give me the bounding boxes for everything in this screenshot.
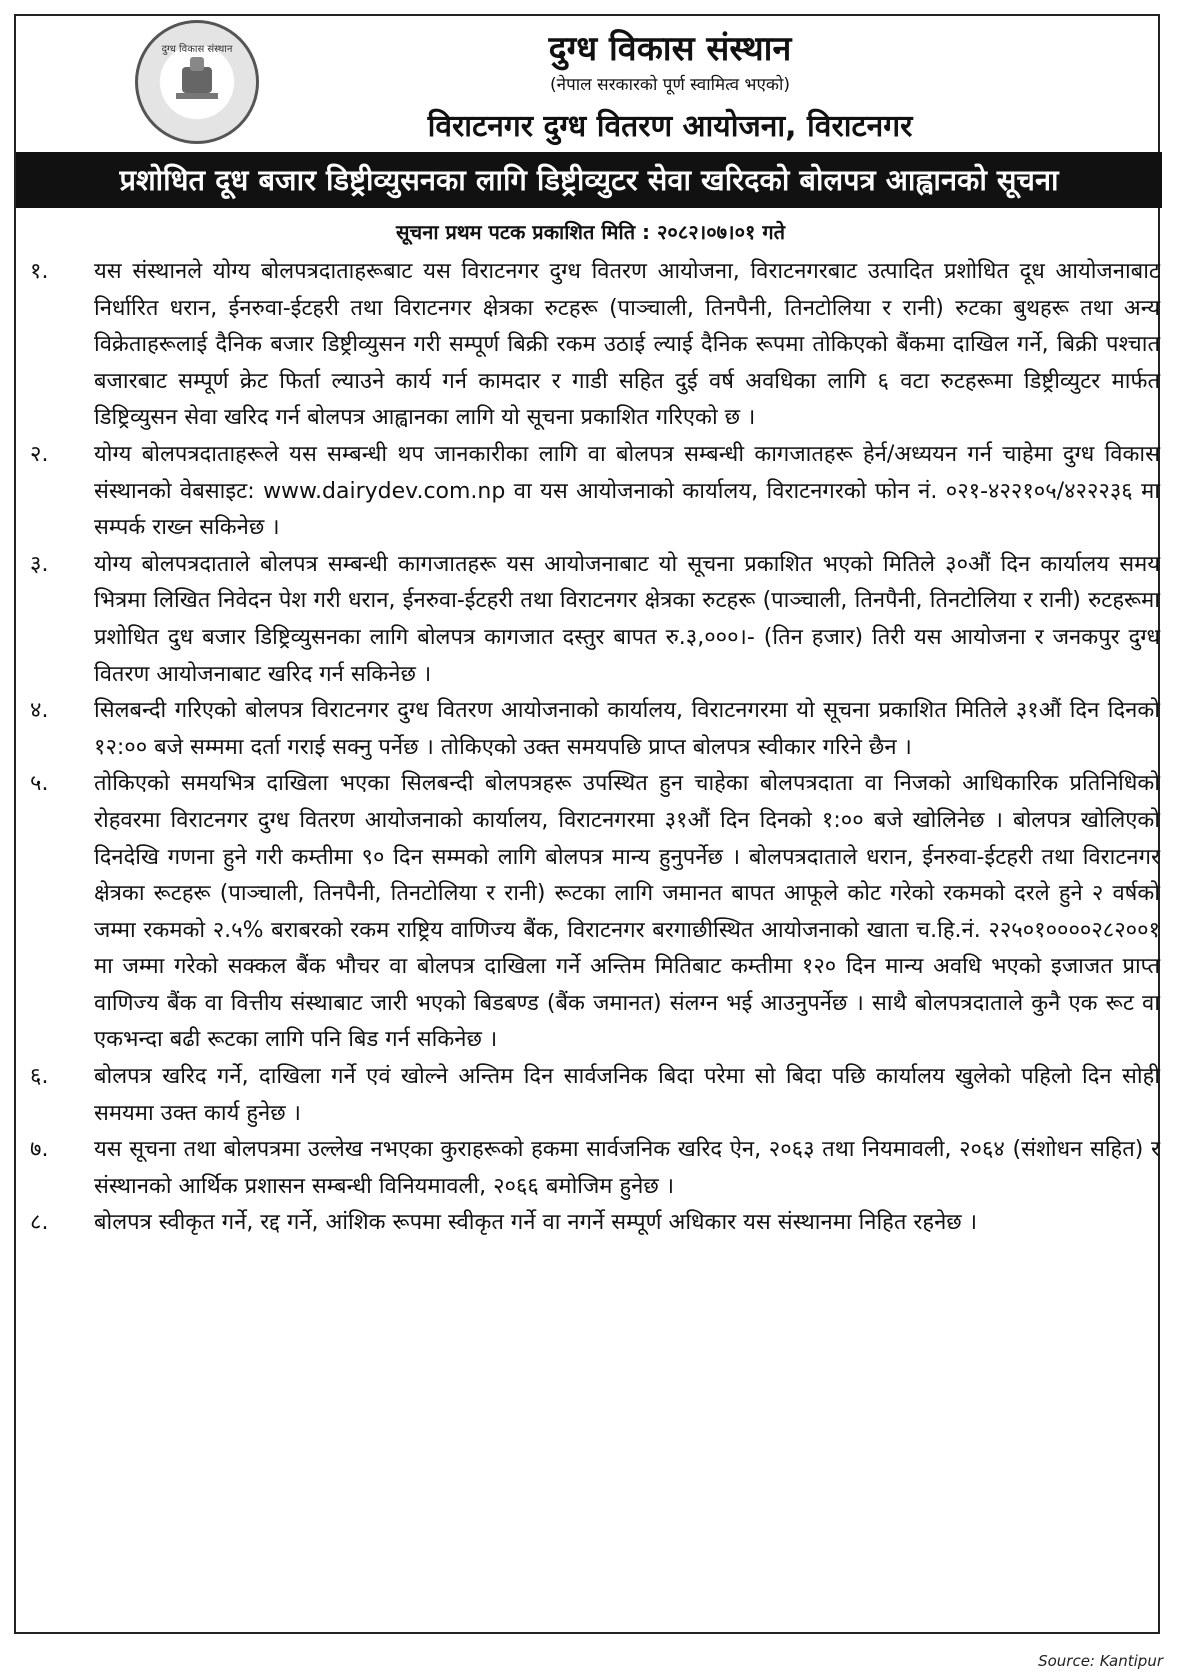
- item-text: यस सूचना तथा बोलपत्रमा उल्लेख नभएका कुराहरूको हकमा सार्वजनिक खरिद ऐन, २०६३ तथा नियमावली, २०६४ (संशोधन सहित) र संस्थानको आर्थिक प्रशासन सम्बन्धी विनियमावली, २०६६ बमोजिम हुनेछ ।: [94, 1137, 1160, 1199]
- source-credit: Source: Kantipur: [1038, 1652, 1163, 1670]
- notice-item-8: [30, 1205, 1160, 1242]
- ownership-note: (नेपाल सरकारको पूर्ण स्वामित्व भएको): [550, 75, 790, 95]
- notice-item-1: [30, 254, 1160, 437]
- item-number: ३.: [30, 551, 49, 577]
- notice-item-3: [30, 547, 1160, 693]
- publish-date: सूचना प्रथम पटक प्रकाशित मिति : २०८२।०७।०१ गते: [396, 220, 785, 244]
- item-text: योग्य बोलपत्रदाताले बोलपत्र सम्बन्धी कागजातहरू यस आयोजनाबाट यो सूचना प्रकाशित भएको मितिले ३०औं दिन कार्यालय समय भित्रमा लिखित निवेदन पेश गरी धरान, ईनरुवा-ईटहरी तथा विराटनगर क्षेत्रका रुटहरू (पाञ्चाली, तिनपैनी, तिनटोलिया र रानी) रुटहरूमा प्रशोधित दुध बजार डिष्ट्रिव्युसनका लागि बोलपत्र कागजात दस्तुर बापत रु.३,०००।- (तिन हजार) तिरी यस आयोजना र जनकपुर दुग्ध वितरण आयोजनाबाट खरिद गर्न सकिनेछ ।: [94, 551, 1160, 687]
- item-text: तोकिएको समयभित्र दाखिला भएका सिलबन्दी बोलपत्रहरू उपस्थित हुन चाहेका बोलपत्रदाता वा निजको आधिकारिक प्रतिनिधिको रोहवरमा विराटनगर दुग्ध वितरण आयोजनाको कार्यालय, विराटनगरमा ३१औं दिन दिनको १:०० बजे खोलिनेछ । बोलपत्र खोलिएको दिनदेखि गणना हुने गरी कम्तीमा ९० दिन सम्मको लागि बोलपत्र मान्य हुनुपर्नेछ । बोलपत्रदाताले धरान, ईनरुवा-ईटहरी तथा विराटनगर क्षेत्रका रूटहरू (पाञ्चाली, तिनपैनी, तिनटोलिया र रानी) रूटका लागि जमानत बापत आफूले कोट गरेको रकमको दरले हुने २ वर्षको जम्मा रकमको २.५% बराबरको रकम राष्ट्रिय वाणिज्य बैंक, विराटनगर बरगाछीस्थित आयोजनाको खाता च.हि.नं. २२५०१००००२८२००१ मा जम्मा गरेको सक्कल बैंक भौचर वा बोलपत्र दाखिला गर्ने अन्तिम मितिबाट कम्तीमा १२० दिन मान्य अवधि भएको इजाजत प्राप्त वाणिज्य बैंक वा वित्तीय संस्थाबाट जारी भएको बिडबण्ड (बैंक जमानत) संलग्न भई आउनुपर्नेछ । साथै बोलपत्रदाताले कुनै एक रूट वा एकभन्दा बढी रूटका लागि पनि बिड गर्न सकिनेछ ।: [94, 771, 1160, 1053]
- dairy-corporation-logo: [135, 20, 259, 144]
- item-text: बोलपत्र खरिद गर्ने, दाखिला गर्ने एवं खोल्ने अन्तिम दिन सार्वजनिक बिदा परेमा सो बिदा पछि कार्यालय खुलेको पहिलो दिन सोही समयमा उक्त कार्य हुनेछ ।: [94, 1064, 1160, 1126]
- item-number: ४.: [30, 698, 49, 724]
- notice-item-5: [30, 766, 1160, 1059]
- organization-name: दुग्ध विकास संस्थान: [548, 29, 792, 69]
- item-number: १.: [30, 259, 49, 284]
- notice-items-list: [30, 254, 1160, 1242]
- item-number: ५.: [30, 771, 49, 797]
- item-text: बोलपत्र स्वीकृत गर्ने, रद्द गर्ने, आंशिक रूपमा स्वीकृत गर्ने वा नगर्ने सम्पूर्ण अधिकार यस संस्थानमा निहित रहनेछ ।: [94, 1210, 978, 1236]
- notice-item-4: [30, 693, 1160, 766]
- notice-item-2: [30, 437, 1160, 547]
- item-number: २.: [30, 441, 49, 467]
- item-text: योग्य बोलपत्रदाताहरूले यस सम्बन्धी थप जानकारीका लागि वा बोलपत्र सम्बन्धी कागजातहरू हेर्न/अध्ययन गर्न चाहेमा दुग्ध विकास संस्थानको वेबसाइट: www.dairydev.com.np वा यस आयोजनाको कार्यालय, विराटनगरको फोन नं. ०२१-४२२१०५/४२२२३६ मा सम्पर्क राख्न सकिनेछ ।: [94, 441, 1160, 541]
- logo-text: दुग्ध विकास संस्थान: [161, 44, 233, 55]
- project-name: विराटनगर दुग्ध वितरण आयोजना, विराटनगर: [427, 109, 913, 144]
- notice-title-banner: प्रशोधित दूध बजार डिष्ट्रीव्युसनका लागि डिष्ट्रीव्युटर सेवा खरिदको बोलपत्र आह्वानको सूचना: [16, 152, 1162, 208]
- notice-item-7: [30, 1132, 1160, 1205]
- item-number: ६.: [30, 1064, 49, 1090]
- item-number: ७.: [30, 1137, 49, 1163]
- notice-item-6: [30, 1059, 1160, 1132]
- item-number: ८.: [30, 1210, 49, 1236]
- item-text: यस संस्थानले योग्य बोलपत्रदाताहरूबाट यस विराटनगर दुग्ध वितरण आयोजना, विराटनगरबाट उत्पादित प्रशोधित दूध आयोजनाबाट निर्धारित धरान, ईनरुवा-ईटहरी तथा विराटनगर क्षेत्रका रुटहरू (पाञ्चाली, तिनपैनी, तिनटोलिया र रानी) रुटका बुथहरू तथा अन्य विक्रेताहरूलाई दैनिक बजार डिष्ट्रीव्युसन गरी सम्पूर्ण बिक्री रकम उठाई ल्याई दैनिक रूपमा तोकिएको बैंकमा दाखिल गर्ने, बिक्री पश्चात बजारबाट सम्पूर्ण क्रेट फिर्ता ल्याउने कार्य गर्न कामदार र गाडी सहित दुई वर्ष अवधिका लागि ६ वटा रुटहरूमा डिष्ट्रीव्युटर मार्फत डिष्ट्रिव्युसन सेवा खरिद गर्न बोलपत्र आह्वानका लागि यो सूचना प्रकाशित गरिएको छ ।: [94, 259, 1160, 431]
- item-text: सिलबन्दी गरिएको बोलपत्र विराटनगर दुग्ध वितरण आयोजनाको कार्यालय, विराटनगरमा यो सूचना प्रकाशित मितिले ३१औं दिन दिनको १२:०० बजे सम्ममा दर्ता गराई सक्नु पर्नेछ । तोकिएको उक्त समयपछि प्राप्त बोलपत्र स्वीकार गरिने छैन ।: [94, 698, 1160, 760]
